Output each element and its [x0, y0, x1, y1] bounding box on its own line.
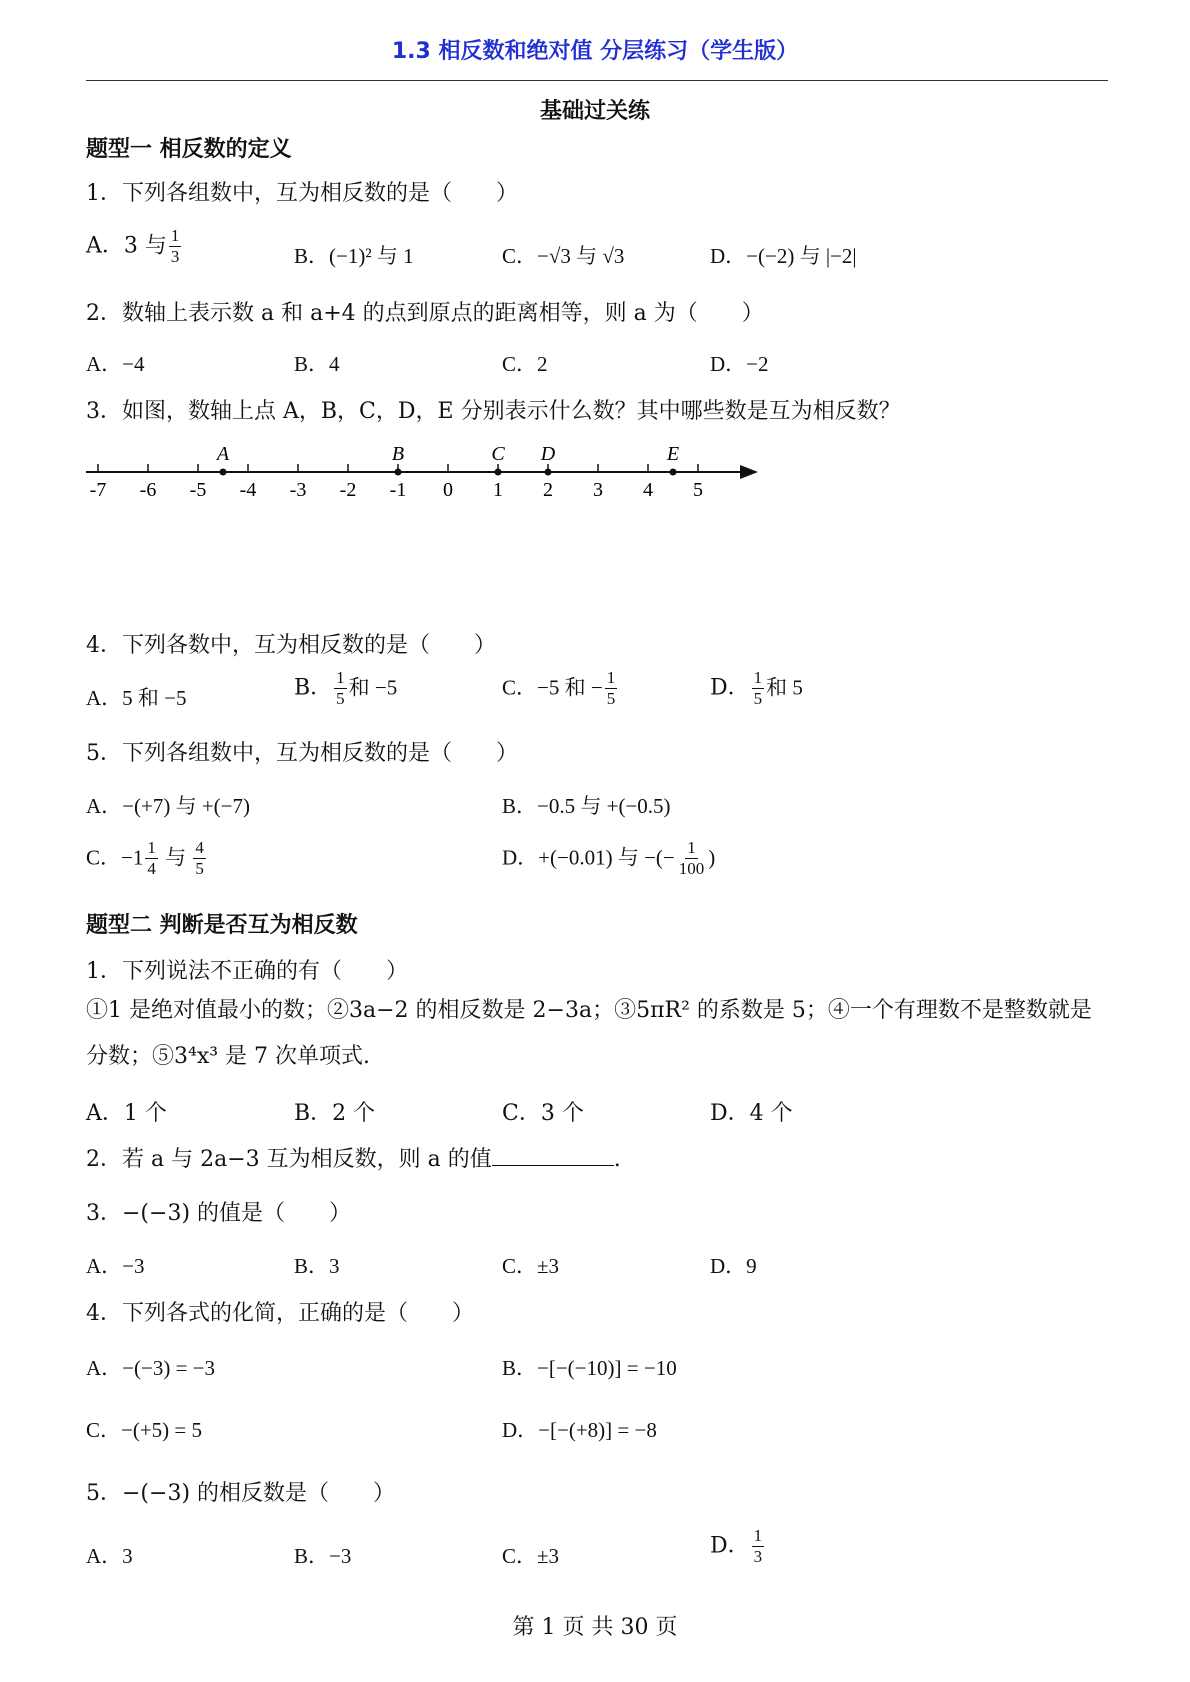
q1-5-stem: 5．下列各组数中，互为相反数的是（ ）: [86, 741, 518, 766]
fraction-denominator: 5: [195, 859, 204, 878]
fraction-denominator: 5: [336, 689, 345, 708]
tick-label: 3: [593, 479, 603, 501]
q2-5-option-a: A．3: [86, 1544, 133, 1568]
option-label: B．: [294, 675, 333, 701]
fraction-denominator: 3: [753, 1547, 763, 1566]
q1-4-stem: 4．下列各数中，互为相反数的是（ ）: [86, 633, 496, 658]
tick-label: 5: [693, 479, 703, 501]
tick-label: -2: [339, 479, 357, 501]
fraction-denominator: 3: [170, 247, 180, 266]
point-d-label: D: [540, 443, 556, 465]
fraction-numerator: 1: [336, 668, 345, 687]
q2-5-option-c: C．±3: [502, 1544, 560, 1568]
q2-1-option-c: C．3 个: [502, 1101, 584, 1126]
fraction-numerator: 1: [753, 668, 763, 687]
q1-2-option-d: D．−2: [710, 352, 769, 376]
q1-4-option-a: A．5 和 −5: [86, 686, 187, 710]
q2-3-option-a: A．−3: [86, 1254, 145, 1278]
period: .: [613, 1147, 621, 1172]
fraction: [605, 668, 618, 709]
number-line: [86, 440, 766, 512]
option-text: C．−5 和 −: [502, 675, 603, 700]
q2-3-option-b: B．3: [294, 1254, 340, 1278]
q1-1-option-b: B．(−1)² 与 1: [294, 244, 414, 268]
option-text: D．+(−0.01) 与 −(−: [502, 845, 675, 870]
q2-4-option-c: C．−(+5) = 5: [86, 1418, 203, 1442]
q2-2-stem: [86, 1142, 621, 1173]
tick-label: -1: [389, 479, 407, 501]
option-label: D．: [710, 1533, 750, 1559]
q1-5-option-c: [86, 838, 208, 879]
q2-1-detail: ①1 是绝对值最小的数；②3a−2 的相反数是 2−3a；③5πR² 的系数是 5；④一个有理数不是整数就是分数；⑤3⁴x³ 是 7 次单项式.: [86, 998, 1092, 1069]
q2-1-option-a: A．1 个: [86, 1101, 167, 1126]
q2-4-option-a: A．−(−3) = −3: [86, 1356, 216, 1380]
q1-5-option-a: A．−(+7) 与 +(−7): [86, 794, 251, 818]
point-e-label: E: [666, 443, 680, 465]
fraction-denominator: 5: [606, 689, 616, 708]
point-b-dot: [395, 469, 402, 476]
section-heading: 基础过关练: [539, 99, 650, 124]
q1-2-stem: 2．数轴上表示数 a 和 a+4 的点到原点的距离相等，则 a 为（ ）: [86, 301, 764, 326]
question-text: 2．若 a 与 2a−3 互为相反数，则 a 的值: [86, 1147, 492, 1172]
point-a-dot: [220, 469, 227, 476]
q2-1-option-b: B．2 个: [294, 1101, 376, 1126]
q2-5-option-b: B．−3: [294, 1544, 352, 1568]
fraction: [145, 838, 158, 879]
tick-label: -7: [89, 479, 107, 501]
fraction: [752, 1526, 765, 1567]
option-text: 和 −5: [348, 675, 398, 700]
q2-1-stem: 1．下列说法不正确的有（ ）: [86, 959, 408, 984]
q1-1-option-d: D．−(−2) 与 |−2|: [710, 244, 857, 268]
fraction: [752, 668, 765, 709]
tick-label: -5: [189, 479, 207, 501]
q1-2-option-a: A．−4: [86, 352, 145, 376]
type1-heading: 题型一 相反数的定义: [86, 137, 292, 162]
q2-5-stem: 5．−(−3) 的相反数是（ ）: [86, 1481, 396, 1506]
fraction-denominator: 4: [147, 859, 156, 878]
fraction-numerator: 1: [170, 226, 180, 245]
q1-1-option-c: C．−√3 与 √3: [502, 244, 625, 268]
number-line-arrow: [740, 465, 758, 479]
q1-2-option-b: B．4: [294, 352, 340, 376]
q2-3-option-c: C．±3: [502, 1254, 560, 1278]
tick-label: -4: [239, 479, 257, 501]
q1-1-stem: 1．下列各组数中，互为相反数的是（ ）: [86, 181, 518, 206]
fraction: [193, 838, 206, 879]
fraction-denominator: 100: [678, 859, 705, 878]
q1-5-option-b: B．−0.5 与 +(−0.5): [502, 794, 671, 818]
fraction-denominator: 5: [753, 689, 763, 708]
tick-label: -3: [289, 479, 307, 501]
tick-label: 1: [493, 479, 503, 501]
q2-4-stem: 4．下列各式的化简，正确的是（ ）: [86, 1301, 474, 1326]
option-text: 与: [159, 845, 192, 870]
fraction-numerator: 4: [195, 838, 204, 857]
fraction-numerator: 1: [606, 668, 616, 687]
point-c-dot: [495, 469, 502, 476]
option-text: 和 5: [766, 675, 803, 700]
q1-2-option-c: C．2: [502, 352, 548, 376]
fraction: [169, 226, 182, 267]
fraction-numerator: 1: [753, 1526, 763, 1545]
fraction: [677, 838, 707, 879]
option-text: C．−1: [86, 845, 144, 870]
q2-1-option-d: D．4 个: [710, 1101, 793, 1126]
q2-5-option-d: [710, 1526, 766, 1567]
header-divider: [86, 80, 1108, 81]
page-footer: 第 1 页 共 30 页: [512, 1615, 678, 1640]
point-b-label: B: [391, 443, 405, 465]
type2-heading: 题型二 判断是否互为相反数: [86, 913, 358, 938]
fraction: [334, 668, 347, 709]
answer-blank[interactable]: [492, 1145, 614, 1166]
point-c-label: C: [491, 443, 505, 465]
fraction-numerator: 1: [147, 838, 156, 857]
q1-5-option-d: [502, 838, 715, 879]
option-text: A．3 与: [86, 233, 167, 259]
point-d-dot: [545, 469, 552, 476]
document-title: 1.3 相反数和绝对值 分层练习（学生版）: [391, 39, 799, 64]
q1-1-option-a: [86, 226, 183, 267]
q1-4-option-b: [294, 668, 397, 709]
q1-3-stem: 3．如图，数轴上点 A，B，C，D，E 分别表示什么数？其中哪些数是互为相反数？: [86, 399, 901, 424]
tick-label: 2: [543, 479, 553, 501]
q2-4-option-b: B．−[−(−10)] = −10: [502, 1356, 677, 1380]
q1-4-option-c: [502, 668, 619, 709]
q2-4-option-d: D．−[−(+8)] = −8: [502, 1418, 657, 1442]
tick-label: 4: [643, 479, 653, 501]
q2-3-stem: 3．−(−3) 的值是（ ）: [86, 1201, 352, 1226]
point-e-dot: [670, 469, 677, 476]
fraction-numerator: 1: [687, 838, 696, 857]
tick-label: -6: [139, 479, 157, 501]
q2-3-option-d: D．9: [710, 1254, 757, 1278]
point-a-label: A: [216, 443, 230, 465]
tick-label: 0: [443, 479, 453, 501]
q1-4-option-d: [710, 668, 803, 709]
option-text: ): [708, 845, 716, 870]
option-label: D．: [710, 675, 750, 701]
